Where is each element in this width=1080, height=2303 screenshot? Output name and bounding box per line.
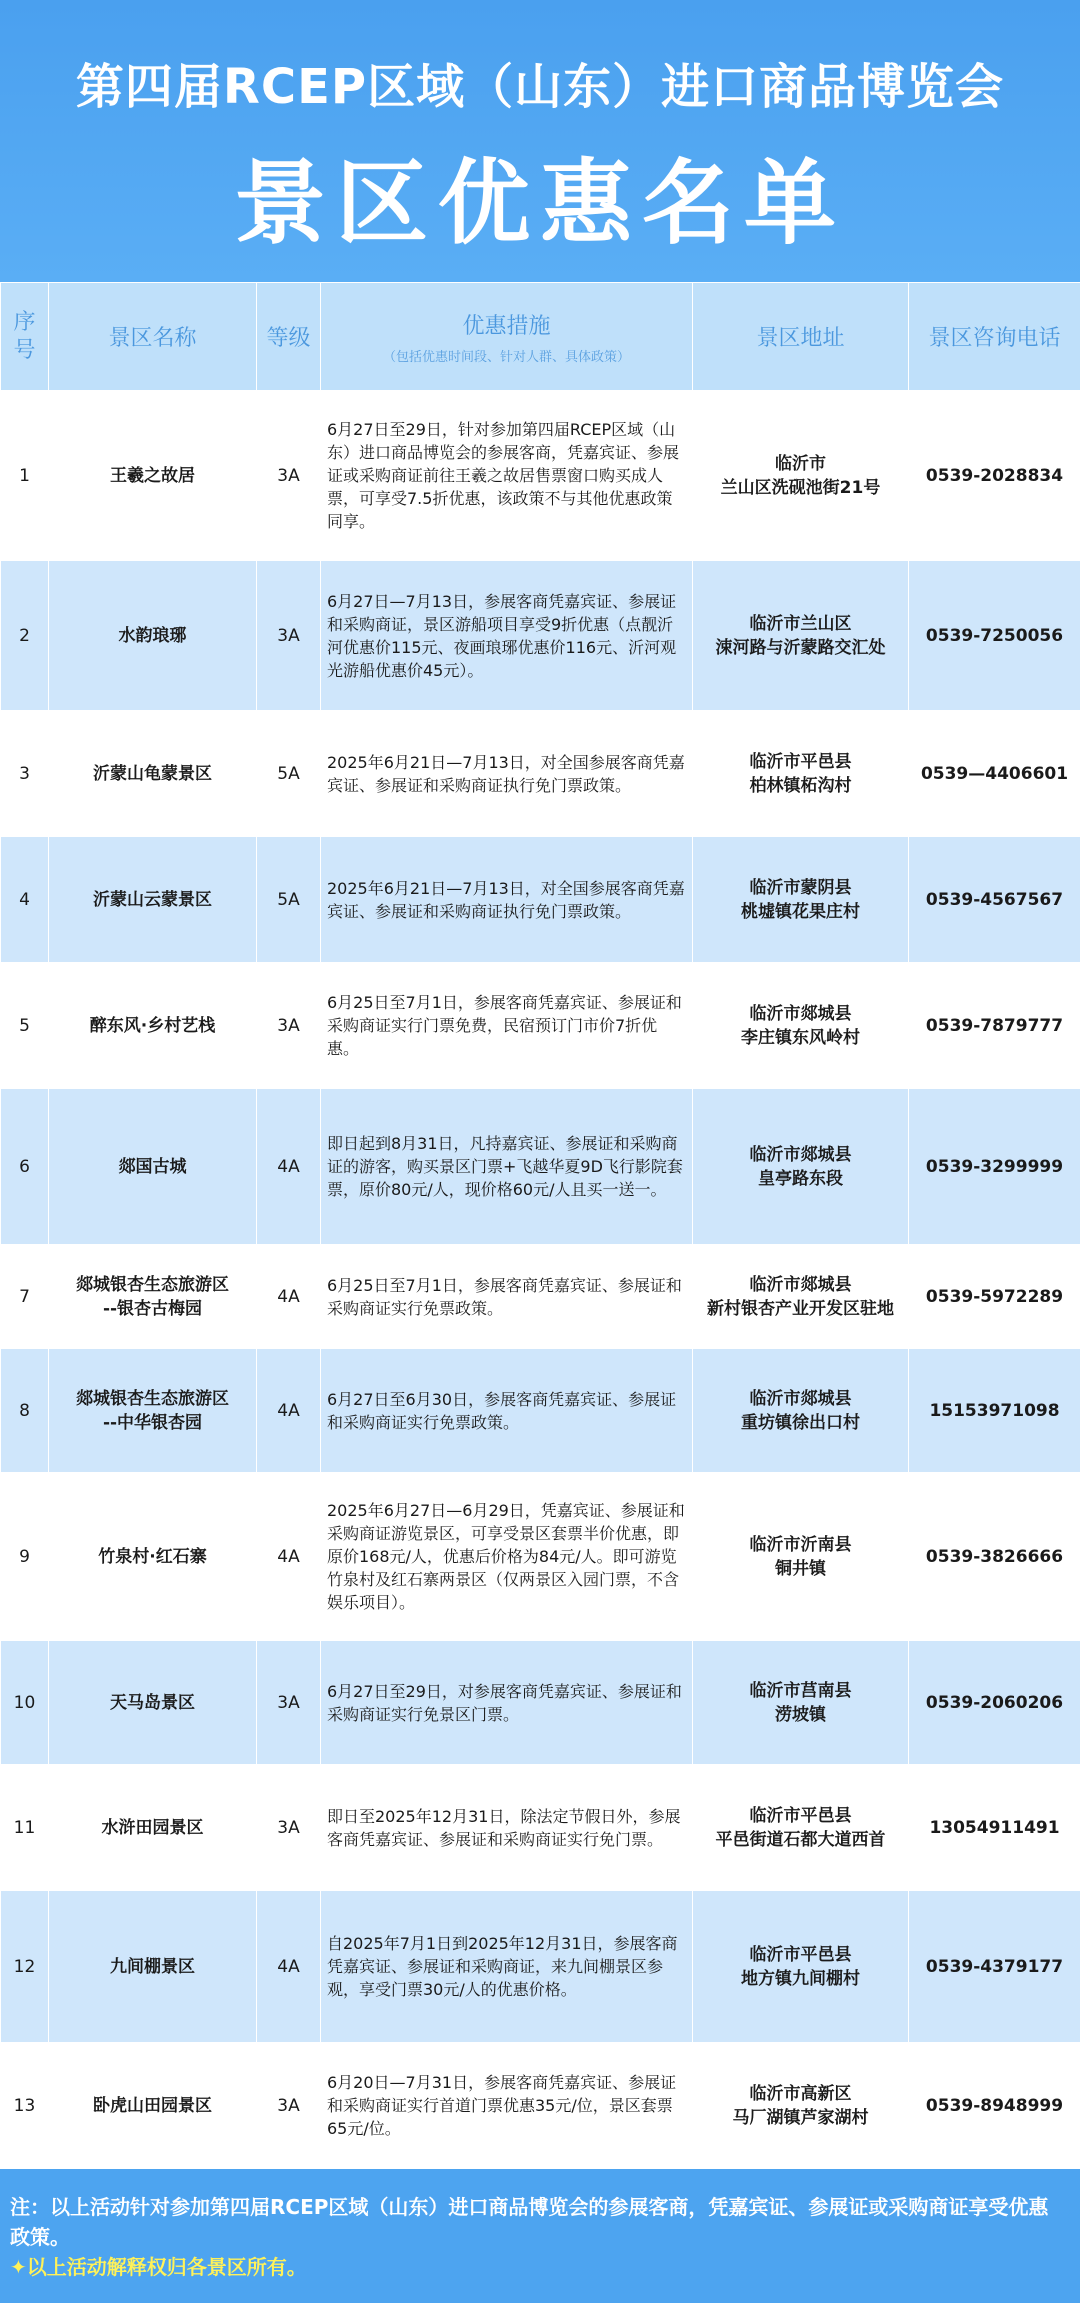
row-measure: 6月25日至7月1日，参展客商凭嘉宾证、参展证和采购商证实行免票政策。 bbox=[321, 1245, 693, 1349]
row-measure: 6月25日至7月1日，参展客商凭嘉宾证、参展证和采购商证实行门票免费，民宿预订门市价7折优惠。 bbox=[321, 963, 693, 1089]
row-grade: 3A bbox=[257, 963, 321, 1089]
row-name: 醉东风·乡村艺栈 bbox=[49, 963, 257, 1089]
row-grade: 3A bbox=[257, 391, 321, 561]
row-grade: 4A bbox=[257, 1089, 321, 1245]
table-row bbox=[1, 1891, 1080, 2043]
row-measure: 2025年6月27日—6月29日，凭嘉宾证、参展证和采购商证游览景区，可享受景区套票半价优惠，即原价168元/人，优惠后价格为84元/人。即可游览竹泉村及红石寨两景区（仅两景区入园门票，不含娱乐项目）。 bbox=[321, 1473, 693, 1641]
table-header-row bbox=[1, 283, 1080, 391]
table-row bbox=[1, 561, 1080, 711]
header-banner bbox=[0, 0, 1080, 282]
header-measure-sub: （包括优惠时间段、针对人群、具体政策） bbox=[382, 349, 630, 365]
table-row bbox=[1, 1641, 1080, 1765]
row-measure: 自2025年7月1日到2025年12月31日，参展客商凭嘉宾证、参展证和采购商证，来九间棚景区参观，享受门票30元/人的优惠价格。 bbox=[321, 1891, 693, 2043]
header-measure-label: 优惠措施 bbox=[462, 313, 551, 339]
footer-note: 注：以上活动针对参加第四届RCEP区域（山东）进口商品博览会的参展客商，凭嘉宾证、参展证或采购商证享受优惠政策。 bbox=[10, 2195, 1049, 2249]
row-idx: 5 bbox=[1, 963, 49, 1089]
header-measure bbox=[321, 283, 693, 391]
footer-notes bbox=[0, 2170, 1080, 2303]
row-name: 郯城银杏生态旅游区 --银杏古梅园 bbox=[49, 1245, 257, 1349]
row-grade: 3A bbox=[257, 1641, 321, 1765]
row-grade: 3A bbox=[257, 561, 321, 711]
page-subtitle: 景区优惠名单 bbox=[233, 150, 846, 257]
row-measure: 6月27日至6月30日，参展客商凭嘉宾证、参展证和采购商证实行免票政策。 bbox=[321, 1349, 693, 1473]
row-addr: 临沂市兰山区 涑河路与沂蒙路交汇处 bbox=[693, 561, 909, 711]
header-name: 景区名称 bbox=[49, 283, 257, 391]
row-idx: 10 bbox=[1, 1641, 49, 1765]
row-idx: 7 bbox=[1, 1245, 49, 1349]
row-measure: 6月27日—7月13日，参展客商凭嘉宾证、参展证和采购商证，景区游船项目享受9折优惠（点靓沂河优惠价115元、夜画琅琊优惠价116元、沂河观光游船优惠价45元）。 bbox=[321, 561, 693, 711]
row-phone: 15153971098 bbox=[909, 1349, 1080, 1473]
row-phone: 13054911491 bbox=[909, 1765, 1080, 1891]
row-addr: 临沂市郯城县 李庄镇东风岭村 bbox=[693, 963, 909, 1089]
row-name: 竹泉村·红石寨 bbox=[49, 1473, 257, 1641]
header-addr: 景区地址 bbox=[693, 283, 909, 391]
table-row bbox=[1, 1349, 1080, 1473]
row-idx: 11 bbox=[1, 1765, 49, 1891]
row-name: 水浒田园景区 bbox=[49, 1765, 257, 1891]
row-addr: 临沂市郯城县 重坊镇徐出口村 bbox=[693, 1349, 909, 1473]
row-measure: 即日起到8月31日，凡持嘉宾证、参展证和采购商证的游客，购买景区门票+飞越华夏9D飞行影院套票，原价80元/人，现价格60元/人且买一送一。 bbox=[321, 1089, 693, 1245]
row-measure: 2025年6月21日—7月13日，对全国参展客商凭嘉宾证、参展证和采购商证执行免门票政策。 bbox=[321, 711, 693, 837]
table-row bbox=[1, 2043, 1080, 2169]
row-addr: 临沂市平邑县 柏林镇柘沟村 bbox=[693, 711, 909, 837]
row-name: 沂蒙山云蒙景区 bbox=[49, 837, 257, 963]
table-row bbox=[1, 711, 1080, 837]
row-addr: 临沂市平邑县 地方镇九间棚村 bbox=[693, 1891, 909, 2043]
row-phone: 0539-2060206 bbox=[909, 1641, 1080, 1765]
discount-table bbox=[0, 282, 1080, 2169]
table-row bbox=[1, 1245, 1080, 1349]
header-grade: 等级 bbox=[257, 283, 321, 391]
row-measure: 6月27日至29日，针对参加第四届RCEP区域（山东）进口商品博览会的参展客商，凭嘉宾证、参展证或采购商证前往王羲之故居售票窗口购买成人票，可享受7.5折优惠，该政策不与其他优惠政策同享。 bbox=[321, 391, 693, 561]
row-addr: 临沂市高新区 马厂湖镇芦家湖村 bbox=[693, 2043, 909, 2169]
row-phone: 0539-3826666 bbox=[909, 1473, 1080, 1641]
row-name: 沂蒙山龟蒙景区 bbox=[49, 711, 257, 837]
row-name: 九间棚景区 bbox=[49, 1891, 257, 2043]
row-addr: 临沂市 兰山区洗砚池街21号 bbox=[693, 391, 909, 561]
table-body bbox=[1, 391, 1080, 2169]
row-idx: 6 bbox=[1, 1089, 49, 1245]
row-grade: 5A bbox=[257, 711, 321, 837]
row-name: 郯国古城 bbox=[49, 1089, 257, 1245]
table-row bbox=[1, 963, 1080, 1089]
row-idx: 4 bbox=[1, 837, 49, 963]
row-addr: 临沂市蒙阴县 桃墟镇花果庄村 bbox=[693, 837, 909, 963]
row-addr: 临沂市郯城县 新村银杏产业开发区驻地 bbox=[693, 1245, 909, 1349]
row-grade: 3A bbox=[257, 2043, 321, 2169]
row-name: 王羲之故居 bbox=[49, 391, 257, 561]
header-idx: 序号 bbox=[1, 283, 49, 391]
row-phone: 0539-3299999 bbox=[909, 1089, 1080, 1245]
row-measure: 6月20日—7月31日，参展客商凭嘉宾证、参展证和采购商证实行首道门票优惠35元/位，景区套票65元/位。 bbox=[321, 2043, 693, 2169]
row-name: 水韵琅琊 bbox=[49, 561, 257, 711]
discount-table-container bbox=[0, 282, 1080, 2169]
row-phone: 0539-4567567 bbox=[909, 837, 1080, 963]
page-title: 第四届RCEP区域（山东）进口商品博览会 bbox=[75, 59, 1005, 115]
table-row bbox=[1, 837, 1080, 963]
row-phone: 0539-2028834 bbox=[909, 391, 1080, 561]
footer-disclaimer: ✦以上活动解释权归各景区所有。 bbox=[10, 2255, 307, 2279]
row-grade: 4A bbox=[257, 1245, 321, 1349]
row-phone: 0539-4379177 bbox=[909, 1891, 1080, 2043]
row-phone: 0539-7879777 bbox=[909, 963, 1080, 1089]
row-idx: 9 bbox=[1, 1473, 49, 1641]
row-phone: 0539—4406601 bbox=[909, 711, 1080, 837]
table-row bbox=[1, 1765, 1080, 1891]
row-addr: 临沂市沂南县 铜井镇 bbox=[693, 1473, 909, 1641]
row-grade: 4A bbox=[257, 1349, 321, 1473]
row-idx: 2 bbox=[1, 561, 49, 711]
row-measure: 6月27日至29日，对参展客商凭嘉宾证、参展证和采购商证实行免景区门票。 bbox=[321, 1641, 693, 1765]
row-phone: 0539-5972289 bbox=[909, 1245, 1080, 1349]
row-addr: 临沂市郯城县 皇亭路东段 bbox=[693, 1089, 909, 1245]
table-row bbox=[1, 1089, 1080, 1245]
row-name: 郯城银杏生态旅游区 --中华银杏园 bbox=[49, 1349, 257, 1473]
row-addr: 临沂市平邑县 平邑街道石都大道西首 bbox=[693, 1765, 909, 1891]
row-idx: 12 bbox=[1, 1891, 49, 2043]
row-measure: 2025年6月21日—7月13日，对全国参展客商凭嘉宾证、参展证和采购商证执行免门票政策。 bbox=[321, 837, 693, 963]
row-grade: 4A bbox=[257, 1891, 321, 2043]
row-grade: 3A bbox=[257, 1765, 321, 1891]
row-idx: 1 bbox=[1, 391, 49, 561]
row-phone: 0539-7250056 bbox=[909, 561, 1080, 711]
row-measure: 即日至2025年12月31日，除法定节假日外，参展客商凭嘉宾证、参展证和采购商证实行免门票。 bbox=[321, 1765, 693, 1891]
row-name: 卧虎山田园景区 bbox=[49, 2043, 257, 2169]
header-phone: 景区咨询电话 bbox=[909, 283, 1080, 391]
table-row bbox=[1, 391, 1080, 561]
table-row bbox=[1, 1473, 1080, 1641]
row-phone: 0539-8948999 bbox=[909, 2043, 1080, 2169]
row-idx: 8 bbox=[1, 1349, 49, 1473]
row-idx: 3 bbox=[1, 711, 49, 837]
row-addr: 临沂市莒南县 涝坡镇 bbox=[693, 1641, 909, 1765]
row-grade: 5A bbox=[257, 837, 321, 963]
row-grade: 4A bbox=[257, 1473, 321, 1641]
row-idx: 13 bbox=[1, 2043, 49, 2169]
row-name: 天马岛景区 bbox=[49, 1641, 257, 1765]
